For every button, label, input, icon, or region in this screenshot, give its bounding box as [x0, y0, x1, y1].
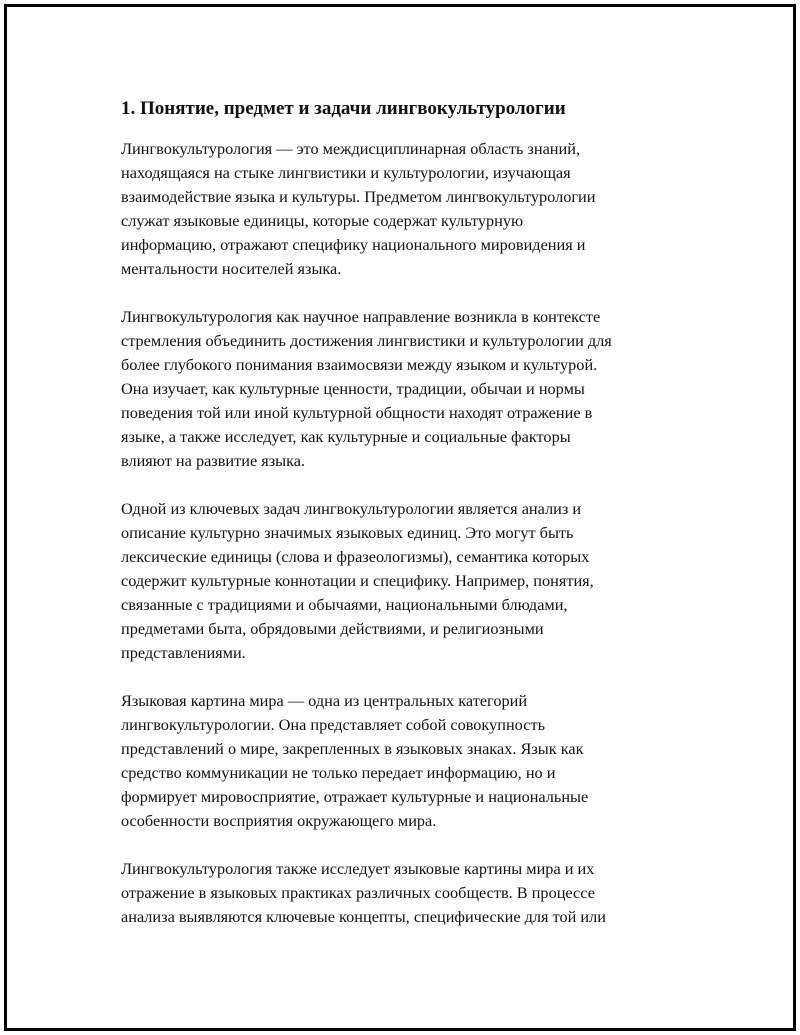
text-line: предметами быта, обрядовыми действиями, и религиозными — [121, 619, 544, 638]
text-line: стремления объединить достижения лингвистики и культурологии для — [121, 331, 612, 350]
paragraph — [121, 689, 701, 833]
paragraph — [121, 305, 701, 473]
text-line: отражение в языковых практиках различных сообществ. В процессе — [121, 883, 595, 902]
paragraph — [121, 497, 701, 665]
text-line: описание культурно значимых языковых единиц. Это могут быть — [121, 523, 574, 542]
paragraph — [121, 137, 701, 281]
text-line: взаимодействие языка и культуры. Предметом лингвокультурологии — [121, 187, 596, 206]
text-line: анализа выявляются ключевые концепты, специфические для той или — [121, 907, 606, 926]
paragraph-list — [121, 137, 701, 929]
text-line: языке, а также исследует, как культурные и социальные факторы — [121, 427, 571, 446]
text-line: лексические единицы (слова и фразеологизмы), семантика которых — [121, 547, 590, 566]
text-line: Лингвокультурология также исследует языковые картины мира и их — [121, 859, 595, 878]
text-line: лингвокультурологии. Она представляет собой совокупность — [121, 715, 545, 734]
text-line: представлений о мире, закрепленных в языковых знаках. Язык как — [121, 739, 584, 758]
text-line: представлениями. — [121, 643, 246, 662]
document-content — [121, 95, 701, 953]
text-line: Лингвокультурология как научное направление возникла в контексте — [121, 307, 601, 326]
document-page — [4, 4, 796, 1031]
text-line: Одной из ключевых задач лингвокультурологии является анализ и — [121, 499, 582, 518]
text-line: ментальности носителей языка. — [121, 259, 342, 278]
text-line: более глубокого понимания взаимосвязи между языком и культурой. — [121, 355, 598, 374]
text-line: формирует мировосприятие, отражает культурные и национальные — [121, 787, 589, 806]
text-line: влияют на развитие языка. — [121, 451, 306, 470]
text-line: Языковая картина мира — одна из центральных категорий — [121, 691, 528, 710]
text-line: средство коммуникации не только передает информацию, но и — [121, 763, 556, 782]
section-heading: 1. Понятие, предмет и задачи лингвокультурологии — [121, 98, 566, 119]
text-line: особенности восприятия окружающего мира. — [121, 811, 437, 830]
text-line: Она изучает, как культурные ценности, традиции, обычаи и нормы — [121, 379, 585, 398]
text-line: информацию, отражают специфику национального мировидения и — [121, 235, 586, 254]
text-line: поведения той или иной культурной общности находят отражение в — [121, 403, 593, 422]
text-line: содержит культурные коннотации и специфику. Например, понятия, — [121, 571, 594, 590]
paragraph — [121, 857, 701, 929]
text-line: Лингвокультурология — это междисциплинарная область знаний, — [121, 139, 581, 158]
text-line: служат языковые единицы, которые содержат культурную — [121, 211, 524, 230]
text-line: связанные с традициями и обычаями, национальными блюдами, — [121, 595, 568, 614]
text-line: находящаяся на стыке лингвистики и культурологии, изучающая — [121, 163, 571, 182]
